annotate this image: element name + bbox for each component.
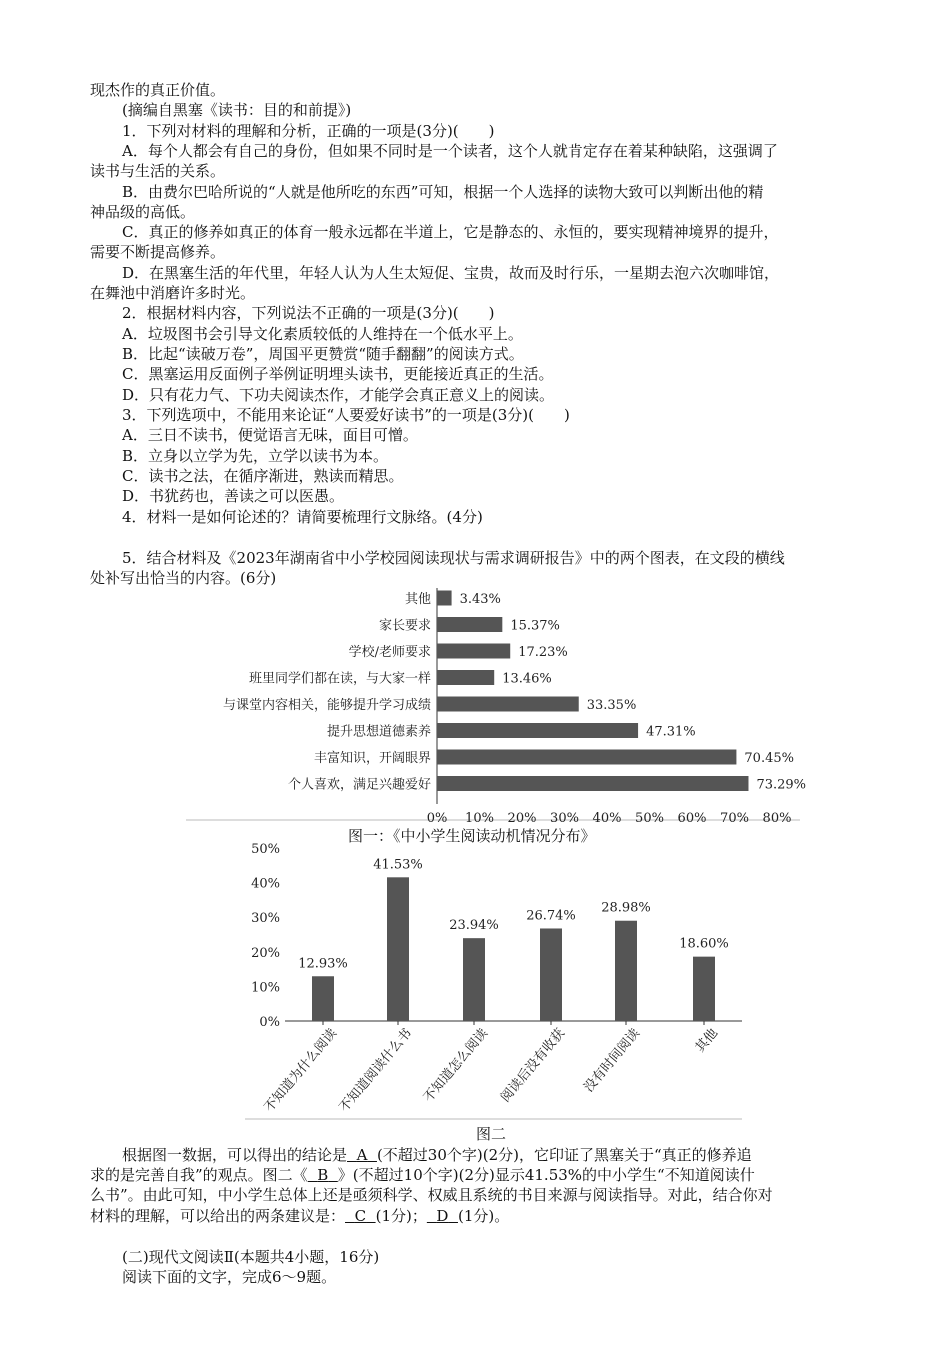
chart1-category-label: 丰富知识，开阔眼界 xyxy=(313,751,431,766)
chart2-caption: 图二 xyxy=(476,1125,507,1143)
chart2-tick-label: 30% xyxy=(251,911,280,927)
answer-text: 》(不超过10个字)(2分)显示41.53%的中小学生“不知道阅读什 xyxy=(337,1166,755,1184)
question-5: 5．结合材料及《2023年湖南省中小学校园阅读现状与需求调研报告》中的两个图表，在文段的横线 xyxy=(122,549,785,567)
blank-c xyxy=(345,1207,376,1225)
chart1-tick-label: 20% xyxy=(507,811,537,826)
chart2-bar xyxy=(312,976,334,1021)
blank-a-label: A xyxy=(356,1146,368,1164)
chart1-tick-label: 30% xyxy=(550,811,579,826)
chart1-bar xyxy=(437,750,736,765)
q1-option-c: C．真正的修养如真正的体育一般永远都在半道上，它是静态的、永恒的，要实现精神境界的提升， xyxy=(122,223,779,241)
chart-reading-problems xyxy=(245,842,742,1119)
chart2-data-label: 23.94% xyxy=(449,918,499,934)
chart1-data-label: 3.43% xyxy=(459,592,501,607)
chart2-category-label: 没有时间阅读 xyxy=(581,1025,644,1096)
chart1-bar xyxy=(437,776,748,791)
chart2-tick-label: 50% xyxy=(251,842,280,857)
blank-d xyxy=(427,1207,458,1225)
chart2-bar xyxy=(463,938,485,1021)
q2-option-b: B．比起“读破万卷”，周国平更赞赏“随手翻翻”的阅读方式。 xyxy=(122,345,524,363)
q3-option-b: B．立身以立学为先，立学以读书为本。 xyxy=(122,447,389,465)
chart1-category-label: 个人喜欢，满足兴趣爱好 xyxy=(287,777,431,793)
answer-text: (不超过30个字)(2分)，它印证了黑塞关于“真正的修养追 xyxy=(376,1146,752,1164)
q2-option-a: A．垃圾图书会引导文化素质较低的人维持在一个低水平上。 xyxy=(122,325,523,343)
q1-option-b: B．由费尔巴哈所说的“人就是他所吃的东西”可知，根据一个人选择的读物大致可以判断出他的精 xyxy=(122,183,764,201)
chart1-bar xyxy=(437,723,638,738)
chart1-caption: 图一：《中小学生阅读动机情况分布》 xyxy=(348,827,596,845)
q1-option-a-cont: 读书与生活的关系。 xyxy=(90,162,226,180)
q2-option-c: C．黑塞运用反面例子举例证明埋头读书，更能接近真正的生活。 xyxy=(122,365,554,383)
question-1: 1．下列对材料的理解和分析，正确的一项是(3分)( ) xyxy=(122,122,495,140)
chart2-data-label: 12.93% xyxy=(298,956,348,972)
chart2-category-label: 不知道怎么阅读 xyxy=(421,1025,492,1106)
chart1-data-label: 47.31% xyxy=(646,724,696,740)
q1-option-a: A．每个人都会有自己的身份，但如果不同时是一个读者，这个人就肯定存在着某种缺陷，这强调了 xyxy=(122,142,778,160)
chart1-tick-label: 60% xyxy=(677,811,707,826)
chart1-category-label: 班里同学们都在读，与大家一样 xyxy=(248,671,431,687)
chart2-data-label: 41.53% xyxy=(373,857,423,873)
chart1-bar xyxy=(437,670,494,685)
answer-text: 求的是完善自我”的观点。图二《 xyxy=(90,1166,308,1184)
q1-option-d: D．在黑塞生活的年代里，年轻人认为人生太短促、宝贵，故而及时行乐，一星期去泡六次咖啡馆， xyxy=(122,264,780,282)
chart1-data-label: 33.35% xyxy=(586,698,637,713)
blank-b xyxy=(308,1166,338,1184)
answer-line-1 xyxy=(122,1145,892,1165)
chart1-tick-label: 80% xyxy=(762,811,792,826)
chart1-data-label: 15.37% xyxy=(510,618,560,634)
answer-text: 根据图一数据，可以得出的结论是 xyxy=(122,1146,348,1164)
chart1-category-label: 家长要求 xyxy=(378,618,431,634)
chart2-data-label: 26.74% xyxy=(526,908,576,924)
q1-option-d-cont: 在舞池中消磨许多时光。 xyxy=(90,284,256,302)
chart1-tick-label: 40% xyxy=(592,811,622,826)
blank-d-label: D xyxy=(436,1207,449,1225)
chart2-data-label: 18.60% xyxy=(679,936,729,952)
question-5-cont: 处补写出恰当的内容。(6分) xyxy=(90,569,277,587)
blank-c-label: C xyxy=(354,1207,367,1225)
chart1-bar xyxy=(437,644,510,659)
chart2-data-label: 28.98% xyxy=(601,900,651,916)
chart2-tick-label: 20% xyxy=(251,945,280,961)
chart2-tick-label: 10% xyxy=(251,980,280,996)
q2-option-d: D．只有花力气、下功夫阅读杰作，才能学会真正意义上的阅读。 xyxy=(122,386,555,404)
chart2-bar xyxy=(387,877,409,1021)
q3-option-a: A．三日不读书，便觉语言无味，面目可憎。 xyxy=(122,426,418,444)
chart2-category-label: 阅读后没有收获 xyxy=(498,1025,569,1106)
answer-text: 材料的理解，可以给出的两条建议是： xyxy=(90,1207,346,1225)
chart2-category-label: 不知道为什么阅读 xyxy=(261,1025,341,1116)
q1-option-b-cont: 神品级的高低。 xyxy=(90,203,196,221)
chart1-category-label: 其他 xyxy=(404,592,431,607)
text-line: 现杰作的真正价值。 xyxy=(90,81,226,99)
answer-line-3: 么书”。由此可知，中小学生总体上还是亟须科学、权威且系统的书目来源与阅读指导。对此，结合你对 xyxy=(90,1186,773,1204)
section-2-title: (二)现代文阅读Ⅱ(本题共4小题，16分) xyxy=(122,1248,380,1266)
answer-text: (1分)。 xyxy=(457,1207,510,1225)
answer-text: (1分)； xyxy=(375,1207,427,1225)
chart1-category-label: 提升思想道德素养 xyxy=(326,724,431,740)
chart1-tick-label: 70% xyxy=(720,811,749,826)
chart1-category-label: 学校/老师要求 xyxy=(348,645,431,660)
chart1-data-label: 13.46% xyxy=(502,671,552,687)
source-citation: (摘编自黑塞《读书：目的和前提》) xyxy=(122,101,352,119)
answer-line-4 xyxy=(90,1206,860,1226)
chart1-tick-label: 0% xyxy=(426,811,448,826)
section-2-intro: 阅读下面的文字，完成6～9题。 xyxy=(122,1268,337,1286)
chart1-data-label: 17.23% xyxy=(518,645,568,660)
chart2-tick-label: 0% xyxy=(259,1015,280,1030)
answer-line-2 xyxy=(90,1165,860,1185)
chart2-bar xyxy=(693,957,715,1021)
q1-option-c-cont: 需要不断提高修养。 xyxy=(90,243,226,261)
question-2: 2．根据材料内容，下列说法不正确的一项是(3分)( ) xyxy=(122,304,495,322)
blank-a xyxy=(347,1146,377,1164)
question-3: 3．下列选项中，不能用来论证“人要爱好读书”的一项是(3分)( ) xyxy=(122,406,570,424)
chart1-data-label: 73.29% xyxy=(756,777,807,793)
chart1-tick-label: 10% xyxy=(465,811,494,826)
chart2-category-label: 不知道阅读什么书 xyxy=(336,1025,416,1116)
chart1-bar xyxy=(437,617,502,632)
chart2-category-label: 其他 xyxy=(692,1025,722,1056)
chart1-data-label: 70.45% xyxy=(744,751,794,766)
q3-option-d: D．书犹药也，善读之可以医愚。 xyxy=(122,487,345,505)
question-4: 4．材料一是如何论述的？请简要梳理行文脉络。(4分) xyxy=(122,508,483,526)
q3-option-c: C．读书之法，在循序渐进，熟读而精思。 xyxy=(122,467,404,485)
blank-b-label: B xyxy=(317,1166,329,1184)
chart-reading-motivation xyxy=(186,588,806,826)
chart2-tick-label: 40% xyxy=(251,876,280,892)
chart1-category-label: 与课堂内容相关，能够提升学习成绩 xyxy=(222,698,431,713)
chart2-bar xyxy=(540,928,562,1021)
chart1-bar xyxy=(437,591,452,606)
chart1-bar xyxy=(437,697,579,712)
chart1-tick-label: 50% xyxy=(635,811,664,826)
chart2-bar xyxy=(615,921,637,1021)
